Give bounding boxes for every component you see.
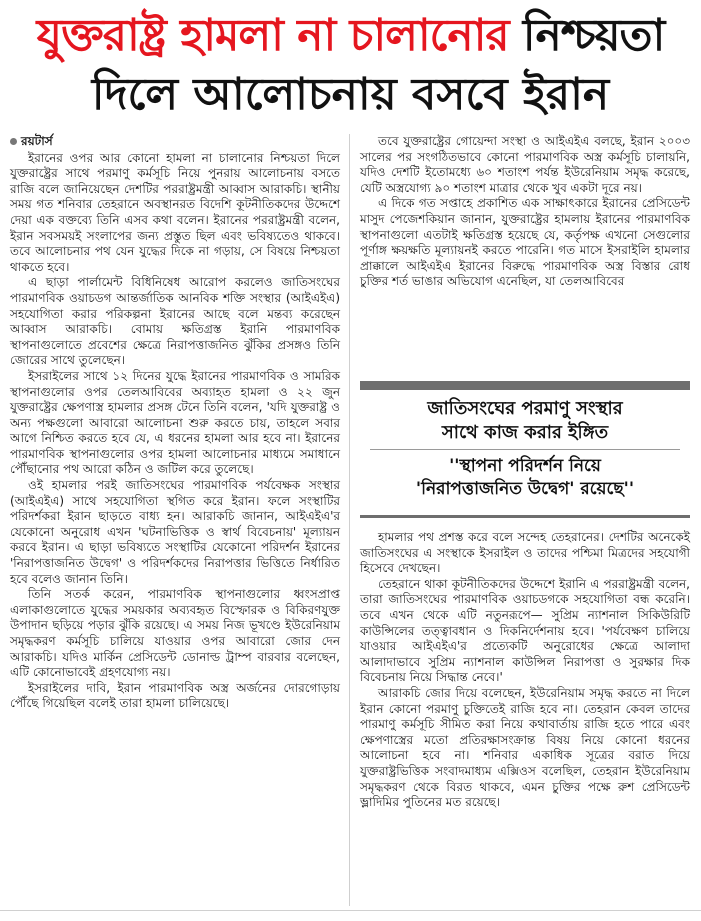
left-column bbox=[10, 134, 340, 904]
box-bottom-bar bbox=[360, 515, 690, 518]
column-divider bbox=[349, 134, 350, 906]
subheading-2-line-2: 'নিরাপত্তাজনিত উদ্বেগ' রয়েছে'' bbox=[415, 479, 635, 499]
paragraph: তবে যুক্তরাষ্ট্রের গোয়েন্দা সংস্থা ও আইএইএ বলছে, ইরান ২০০৩ সালের পর সংগঠিতভাবে কোনো পারমাণবিক অস্ত্র কর্মসূচি চালায়নি, যদিও দেশটি ইতোমধ্যে ৬০ শতাংশ পর্যন্ত ইউরেনিয়াম সমৃদ্ধ করেছে, যেটি অস্ত্রযোগ্য ৯০ শতাংশ মাত্রার থেকে খুব একটা দূরে নয়। bbox=[360, 134, 690, 195]
headline-red-text: যুক্তরাষ্ট্র হামলা না চালানোর bbox=[36, 10, 509, 61]
byline-text: রয়টার্স bbox=[21, 134, 53, 148]
bullet-icon bbox=[10, 138, 17, 145]
paragraph: ইরানের ওপর আর কোনো হামলা না চালানোর নিশ্চয়তা দিলে যুক্তরাষ্ট্রের সাথে পরমাণু কর্মসূচি নিয়ে পুনরায় আলোচনায় বসতে রাজি বলে জানিয়েছেন দেশটির পররাষ্ট্রমন্ত্রী আব্বাস আরাকচি। স্থানীয় সময় গত শনিবার তেহরানে অবস্থানরত বিদেশি কূটনীতিকদের উদ্দেশে দেয়া এক বক্তব্যে তিনি এসব কথা বলেন। ইরানের পররাষ্ট্রমন্ত্রী বলেন, ইরান সবসময়ই সংলাপের জন্য প্রস্তুত ছিল এবং ভবিষ্যতেও থাকবে। তবে আলোচনার পথ যেন যুদ্ধের দিকে না গড়ায়, সে বিষয়ে নিশ্চয়তা থাকতে হবে। bbox=[10, 150, 340, 274]
byline bbox=[10, 134, 340, 150]
headline bbox=[0, 0, 701, 130]
bottom-rule bbox=[0, 910, 701, 911]
box-separator bbox=[370, 449, 680, 450]
right-bottom-column bbox=[360, 530, 690, 905]
paragraph: আরাকচি জোর দিয়ে বলেছেন, ইউরেনিয়াম সমৃদ্ধ করতে না দিলে ইরান কোনো পরমাণু চুক্তিতেই রাজি হবে না। তেহরান কেবল তাদের পারমাণু কর্মসূচি সীমিত করা নিয়ে কথাবার্তায় রাজি হতে পারে এবং ক্ষেপণাস্ত্রের মতো প্রতিরক্ষাসংক্রান্ত বিষয় নিয়ে কোনো ধরনের আলোচনা হবে না। শনিবার একাধিক সূত্রের বরাত দিয়ে যুক্তরাষ্ট্রভিত্তিক সংবাদমাধ্যম এক্সিওস বলেছিল, তেহরান ইউরেনিয়াম সমৃদ্ধকরণ থেকে বিরত থাকবে, এমন চুক্তির পক্ষে রুশ প্রেসিডেন্ট ভ্লাদিমির পুতিনের মত রয়েছে। bbox=[360, 685, 690, 810]
subheading-1 bbox=[360, 397, 690, 445]
paragraph: এ দিকে গত সপ্তাহে প্রকাশিত এক সাক্ষাৎকারে ইরানের প্রেসিডেন্ট মাসুদ পেজেশকিয়ান জানান, যুক্তরাষ্ট্রের হামলায় ইরানের পারমাণবিক স্থাপনাগুলো এতটাই ক্ষতিগ্রস্ত হয়েছে যে, কর্তৃপক্ষ এখনো সেগুলোর পূর্ণাঙ্গ ক্ষয়ক্ষতি মূল্যায়নই করতে পারেনি। গত মাসে ইসরাইলি হামলার প্রাক্কালে আইএইএ ইরানের বিরুদ্ধে পারমাণবিক অস্ত্র বিস্তার রোধ চুক্তির শর্ত ভাঙার অভিযোগ এনেছিল, যা তেলআবিবের bbox=[360, 196, 690, 289]
paragraph: ইসরাইলের সাথে ১২ দিনের যুদ্ধে ইরানের পারমাণবিক ও সামরিক স্থাপনাগুলোর ওপর তেলআবিবের অব্যাহত হামলা ও ২২ জুন যুক্তরাষ্ট্রের ক্ষেপণাস্ত্র হামলার প্রসঙ্গ টেনে তিনি বলেন, 'যদি যুক্তরাষ্ট্র ও অন্য পক্ষগুলো আবারো আলোচনা শুরু করতে চায়, তাহলে সবার আগে নিশ্চিত করতে হবে যে, এ ধরনের হামলা আর হবে না। ইরানের পারমাণবিক স্থাপনাগুলোর ওপর হামলা আলোচনার মাধ্যমে সমাধানে পৌঁছানোর পথ আরো কঠিন ও জটিল করে তুলেছে। bbox=[10, 368, 340, 477]
paragraph: ওই হামলার পরই জাতিসংঘের পারমাণবিক পর্যবেক্ষক সংস্থার (আইএইএ) সাথে সহযোগিতা স্থগিত করে ইরান। ফলে সংস্থাটির পরিদর্শকরা ইরান ছাড়তে বাধ্য হন। আরাকচি জানান, আইএইএ'র যেকোনো অনুরোধ এখন 'ঘটনাভিত্তিক ও স্বার্থ বিবেচনায়' মূল্যায়ন করবে ইরান। এ ছাড়া ভবিষ্যতে সংস্থাটির যেকোনো পরিদর্শন ইরানের 'নিরাপত্তাজনিত উদ্বেগ' ও পরিদর্শকদের নিরাপত্তার ভিত্তিতে নির্ধারিত হবে বলেও জানান তিনি। bbox=[10, 478, 340, 586]
headline-black-text: নিশ্চয়তা bbox=[522, 10, 665, 61]
paragraph: তিনি সতর্ক করেন, পারমাণবিক স্থাপনাগুলোর ধ্বংসপ্রাপ্ত এলাকাগুলোতে যুদ্ধের সময়কার অব্যবহৃত বিস্ফোরক ও বিকিরণযুক্ত উপাদান ছড়িয়ে পড়ার ঝুঁকি রয়েছে। এ সময় নিজ ভূখণ্ডে ইউরেনিয়াম সমৃদ্ধকরণ কর্মসূচি চালিয়ে যাওয়ার ওপর আবারো জোর দেন আরাকচি। যদিও মার্কিন প্রেসিডেন্ট ডোনাল্ড ট্রাম্প বারবার বলেছেন, এটি কোনোভাবেই গ্রহণযোগ্য নয়। bbox=[10, 587, 340, 680]
subheading-2 bbox=[360, 455, 690, 501]
headline-line-2: দিলে আলোচনায় বসবে ইরান bbox=[91, 69, 610, 120]
right-top-column bbox=[360, 134, 690, 374]
paragraph: ইসরাইলের দাবি, ইরান পারমাণবিক অস্ত্র অর্জনের দোরগোড়ায় পৌঁছে গিয়েছিল বলেই তারা হামলা চালিয়েছে। bbox=[10, 680, 340, 711]
headline-line-1 bbox=[0, 8, 701, 64]
paragraph: হামলার পথ প্রশস্ত করে বলে সন্দেহ তেহরানের। দেশটির অনেকেই জাতিসংঘের এ সংস্থাকে ইসরাইল ও তাদের পশ্চিমা মিত্রদের সহযোগী হিসেবে দেখছেন। bbox=[360, 530, 690, 576]
paragraph: তেহরানে থাকা কূটনীতিকদের উদ্দেশে ইরানি এ পররাষ্ট্রমন্ত্রী বলেন, তারা জাতিসংঘের পারমাণবিক ওয়াচডগকে সহযোগিতা বন্ধ করেনি। তবে এখন থেকে এটি নতুনরূপে— সুপ্রিম ন্যাশনাল সিকিউরিটি কাউন্সিলের তত্ত্বাবধান ও দিকনির্দেশনায় হবে। 'পর্যবেক্ষণ চালিয়ে যাওয়ার আইএইএ'র প্রত্যেকটি অনুরোধের ক্ষেত্রে আলাদা আলাদাভাবে সুপ্রিম ন্যাশনাল কাউন্সিল নিরাপত্তা ও সুরক্ষার দিক বিবেচনায় নিয়ে সিদ্ধান্ত নেবে।' bbox=[360, 576, 690, 685]
subheading-box bbox=[360, 375, 690, 525]
box-top-bar bbox=[360, 381, 690, 390]
subheading-2-line-1: ''স্থাপনা পরিদর্শন নিয়ে bbox=[449, 456, 601, 476]
subheading-1-line-2: সাথে কাজ করার ইঙ্গিত bbox=[441, 422, 609, 443]
subheading-1-line-1: জাতিসংঘের পরমাণু সংস্থার bbox=[427, 398, 623, 419]
paragraph: এ ছাড়া পার্লামেন্ট বিধিনিষেধ আরোপ করলেও জাতিসংঘের পারমাণবিক ওয়াচডগ আন্তর্জাতিক আনবিক শক্তি সংস্থার (আইএইএ) সহযোগিতা করার পরিকল্পনা ইরানের আছে বলে মন্তব্য করেছেন আব্বাস আরাকচি। বোমায় ক্ষতিগ্রস্ত ইরানি পারমাণবিক স্থাপনাগুলোতে প্রবেশের ক্ষেত্রে নিরাপত্তাজনিত ঝুঁকির প্রসঙ্গও তিনি জোরের সাথে তুলেছেন। bbox=[10, 275, 340, 368]
